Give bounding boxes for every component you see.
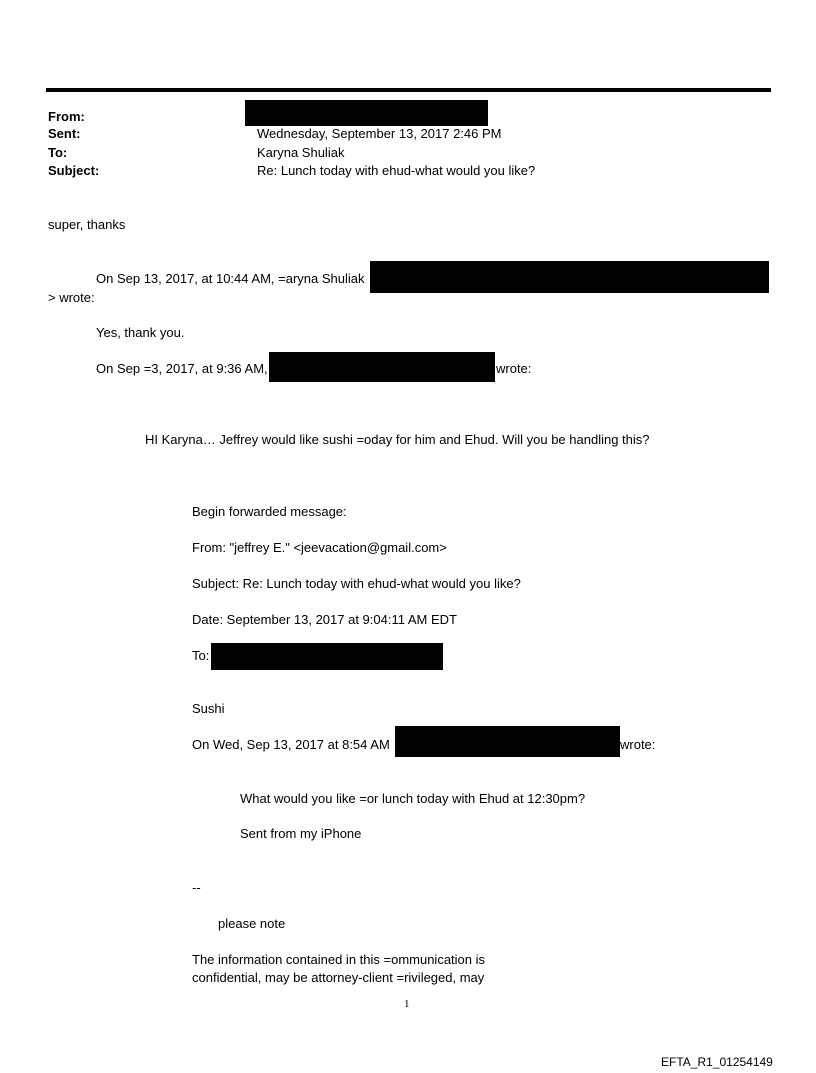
quote-header-1-wrote: > wrote:	[48, 290, 95, 305]
redacted-sender-3	[395, 726, 620, 757]
header-rule	[46, 88, 771, 92]
fwd-date: Date: September 13, 2017 at 9:04:11 AM EDT	[192, 612, 457, 627]
fwd-begin: Begin forwarded message:	[192, 504, 347, 519]
fwd-from: From: "jeffrey E." <jeevacation@gmail.com>	[192, 540, 447, 555]
to-label: To:	[48, 145, 68, 160]
signature-text: Sent from my iPhone	[240, 826, 362, 841]
quote-header-3-wrote: wrote:	[620, 737, 656, 752]
redacted-from	[245, 100, 488, 126]
redacted-sender-2	[269, 352, 495, 382]
to-value: Karyna Shuliak	[257, 145, 345, 160]
quote-header-1: On Sep 13, 2017, at 10:44 AM, =aryna Shuliak	[96, 271, 365, 286]
bates-number: EFTA_R1_01254149	[661, 1055, 773, 1069]
fwd-to: To:	[192, 648, 210, 663]
sent-label: Sent:	[48, 126, 81, 141]
quote-reply-text: Yes, thank you.	[96, 325, 185, 340]
signature-separator: --	[192, 880, 201, 895]
please-note: please note	[218, 916, 286, 931]
quote-header-2-wrote: wrote:	[496, 361, 532, 376]
redacted-email-1	[370, 261, 769, 293]
quote-header-3: On Wed, Sep 13, 2017 at 8:54 AM	[192, 737, 390, 752]
sushi-text: Sushi	[192, 701, 225, 716]
redacted-fwd-to	[211, 643, 443, 670]
fwd-subject: Subject: Re: Lunch today with ehud-what would you like?	[192, 576, 521, 591]
from-label: From:	[48, 109, 85, 124]
disclaimer-line-2: confidential, may be attorney-client =rivileged, may	[192, 970, 485, 985]
subject-label: Subject:	[48, 163, 100, 178]
reply-text: super, thanks	[48, 217, 126, 232]
page-number: 1	[404, 998, 410, 1010]
subject-value: Re: Lunch today with ehud-what would you like?	[257, 163, 536, 178]
message-text: HI Karyna… Jeffrey would like sushi =oday for him and Ehud. Will you be handling this?	[145, 432, 650, 447]
sent-value: Wednesday, September 13, 2017 2:46 PM	[257, 126, 502, 141]
quote-header-2: On Sep =3, 2017, at 9:36 AM,	[96, 361, 268, 376]
disclaimer-line-1: The information contained in this =ommunication is	[192, 952, 486, 967]
question-text: What would you like =or lunch today with Ehud at 12:30pm?	[240, 791, 586, 806]
